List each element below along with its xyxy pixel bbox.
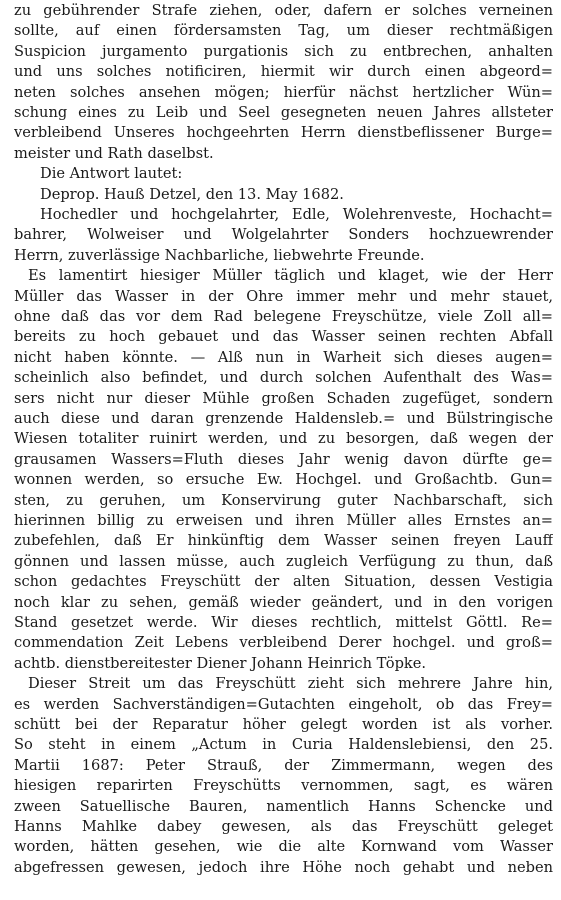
text-line: auch diese und daran grenzende Haldensleb.= und Bülstringische xyxy=(14,410,553,427)
salutation-line: Herrn, zuverlässige Nachbarliche, liebwehrte Freunde. xyxy=(14,246,425,264)
signature-line: achtb. dienstbereitester Diener Johann Heinrich Töpke. xyxy=(14,654,427,672)
text-line: grausamen Wassers=Fluth dieses Jahr wenig davon dürfte ge= xyxy=(14,450,553,468)
text-line: wonnen werden, so ersuche Ew. Hochgel. und Großachtb. Gun= xyxy=(14,471,553,489)
text-line: verbleibend Unseres hochgeehrten Herrn dienstbeflissener Burge= xyxy=(14,124,553,142)
text-line: sers nicht nur dieser Mühle großen Schaden zugefüget, sondern xyxy=(14,389,553,407)
text-line: schung eines zu Leib und Seel gesegneten neuen Jahres allsteter xyxy=(14,104,553,121)
text-line: Dieser Streit um das Freyschütt zieht sich mehrere Jahre hin, xyxy=(28,675,553,693)
text-line: Hanns Mahlke dabey gewesen, als das Freyschütt geleget xyxy=(14,818,553,835)
text-line: noch klar zu sehen, gemäß wieder geändert, und in den vorigen xyxy=(14,593,553,611)
text-line: Suspicion jurgamento purgationis sich zu entbrechen, anhalten xyxy=(14,42,553,60)
text-line: meister und Rath daselbst. xyxy=(14,144,214,162)
text-line: Müller das Wasser in der Ohre immer mehr und mehr stauet, xyxy=(14,287,553,305)
text-line: und uns solches notificiren, hiermit wir durch einen abgeord= xyxy=(14,63,553,81)
text-line: schon gedachtes Freyschütt der alten Situation, dessen Vestigia xyxy=(14,573,553,591)
text-line: Stand gesetzet werde. Wir dieses rechtlich, mittelst Göttl. Re= xyxy=(14,614,553,631)
section-heading: Die Antwort lautet: xyxy=(40,165,183,183)
text-line: es werden Sachverständigen=Gutachten eingeholt, ob das Frey= xyxy=(14,695,553,713)
text-line: Es lamentirt hiesiger Müller täglich und klaget, wie der Herr xyxy=(28,267,553,285)
salutation-line: bahrer, Wolweiser und Wolgelahrter Sonders hochzuewrender xyxy=(14,226,553,244)
text-line: Wiesen totaliter ruinirt werden, und zu besorgen, daß wegen der xyxy=(14,430,553,448)
text-line: hiesigen reparirten Freyschütts vernommen, sagt, es wären xyxy=(14,777,553,795)
text-line: abgefressen gewesen, jedoch ihre Höhe noch gehabt und neben xyxy=(14,858,553,876)
salutation-line: Hochedler und hochgelahrter, Edle, Wolehrenveste, Hochacht= xyxy=(40,206,553,223)
text-line: sten, zu geruhen, um Konservirung guter Nachbarschaft, sich xyxy=(14,491,553,509)
text-line: zu gebührender Strafe ziehen, oder, dafern er solches verneinen xyxy=(14,2,553,19)
text-line: ohne daß das vor dem Rad belegene Freyschütze, viele Zoll all= xyxy=(14,308,553,325)
text-line: hierinnen billig zu erweisen und ihren Müller alles Ernstes an= xyxy=(14,512,553,529)
text-line: commendation Zeit Lebens verbleibend Derer hochgel. und groß= xyxy=(14,634,553,652)
text-line: schütt bei der Reparatur höher gelegt worden ist als vorher. xyxy=(14,716,553,733)
text-line: nicht haben könnte. — Alß nun in Warheit sich dieses augen= xyxy=(14,348,553,366)
text-line: zubefehlen, daß Er hinkünftig dem Wasser seinen freyen Lauff xyxy=(14,532,553,550)
text-line: sollte, auf einen fördersamsten Tag, um dieser rechtmäßigen xyxy=(14,22,553,40)
letter-dateline: Deprop. Hauß Detzel, den 13. May 1682. xyxy=(40,185,344,203)
text-line: bereits zu hoch gebauet und das Wasser seinen rechten Abfall xyxy=(14,328,553,346)
text-line: scheinlich also befindet, und durch solchen Aufenthalt des Was= xyxy=(14,369,553,387)
text-line: worden, hätten gesehen, wie die alte Kornwand vom Wasser xyxy=(14,838,553,856)
text-line: gönnen und lassen müsse, auch zugleich Verfügung zu thun, daß xyxy=(14,552,553,570)
text-line: neten solches ansehen mögen; hierfür nächst hertzlicher Wün= xyxy=(14,83,553,101)
text-line: So steht in einem „Actum in Curia Haldenslebiensi, den 25. xyxy=(14,736,553,754)
text-line: Martii 1687: Peter Strauß, der Zimmermann, wegen des xyxy=(14,756,553,774)
text-line: zween Satuellische Bauren, namentlich Hanns Schencke und xyxy=(14,797,553,815)
